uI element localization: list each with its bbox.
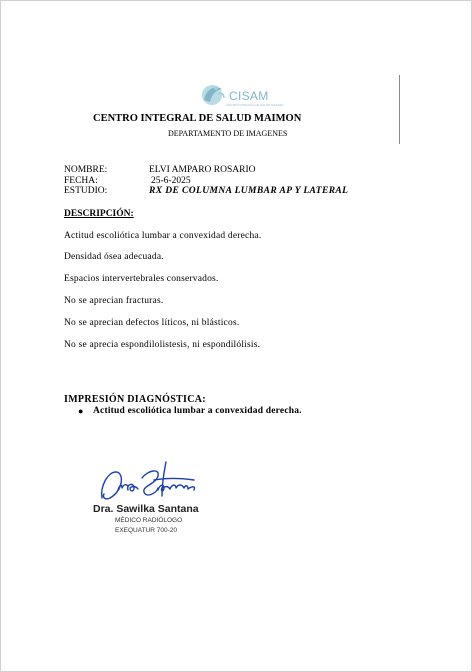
logo-text: CISAM [229, 89, 269, 103]
finding-item: No se aprecian defectos líticos, ni blásticos. [64, 318, 240, 328]
department-name: DEPARTAMENTO DE IMAGENES [168, 129, 288, 138]
study-label: ESTUDIO: [64, 186, 108, 196]
date-label: FECHA: [64, 176, 98, 186]
logo-subtext: CENTRO INTEGRAL DE SALUD MAIMON [226, 103, 284, 107]
doctor-title: MÉDICO RADIÓLOGO [115, 517, 183, 524]
doctor-exequatur: EXEQUATUR 700-20 [115, 527, 178, 534]
margin-divider [399, 75, 400, 144]
finding-item: Espacios intervertebrales conservados. [64, 274, 219, 284]
description-heading: DESCRIPCIÓN: [64, 209, 134, 219]
patient-name-label: NOMBRE: [64, 165, 108, 175]
doctor-name: Dra. Sawilka Santana [93, 503, 199, 515]
bullet-icon: ● [78, 406, 84, 416]
finding-item: No se aprecian fracturas. [64, 296, 164, 306]
finding-item: Densidad ósea adecuada. [64, 252, 164, 262]
impression-item: Actitud escoliótica lumbar a convexidad derecha. [93, 406, 302, 416]
finding-item: No se aprecia espondilolistesis, ni espondilólisis. [64, 340, 261, 350]
patient-name-value: ELVI AMPARO ROSARIO [149, 165, 256, 175]
impression-heading: IMPRESIÓN DIAGNÓSTICA: [64, 394, 206, 405]
handwritten-signature [96, 456, 200, 506]
study-value: RX DE COLUMNA LUMBAR AP Y LATERAL [149, 186, 349, 196]
center-name: CENTRO INTEGRAL DE SALUD MAIMON [93, 113, 302, 124]
finding-item: Actitud escoliótica lumbar a convexidad derecha. [64, 231, 262, 241]
date-value: 25-6-2025 [151, 176, 191, 186]
